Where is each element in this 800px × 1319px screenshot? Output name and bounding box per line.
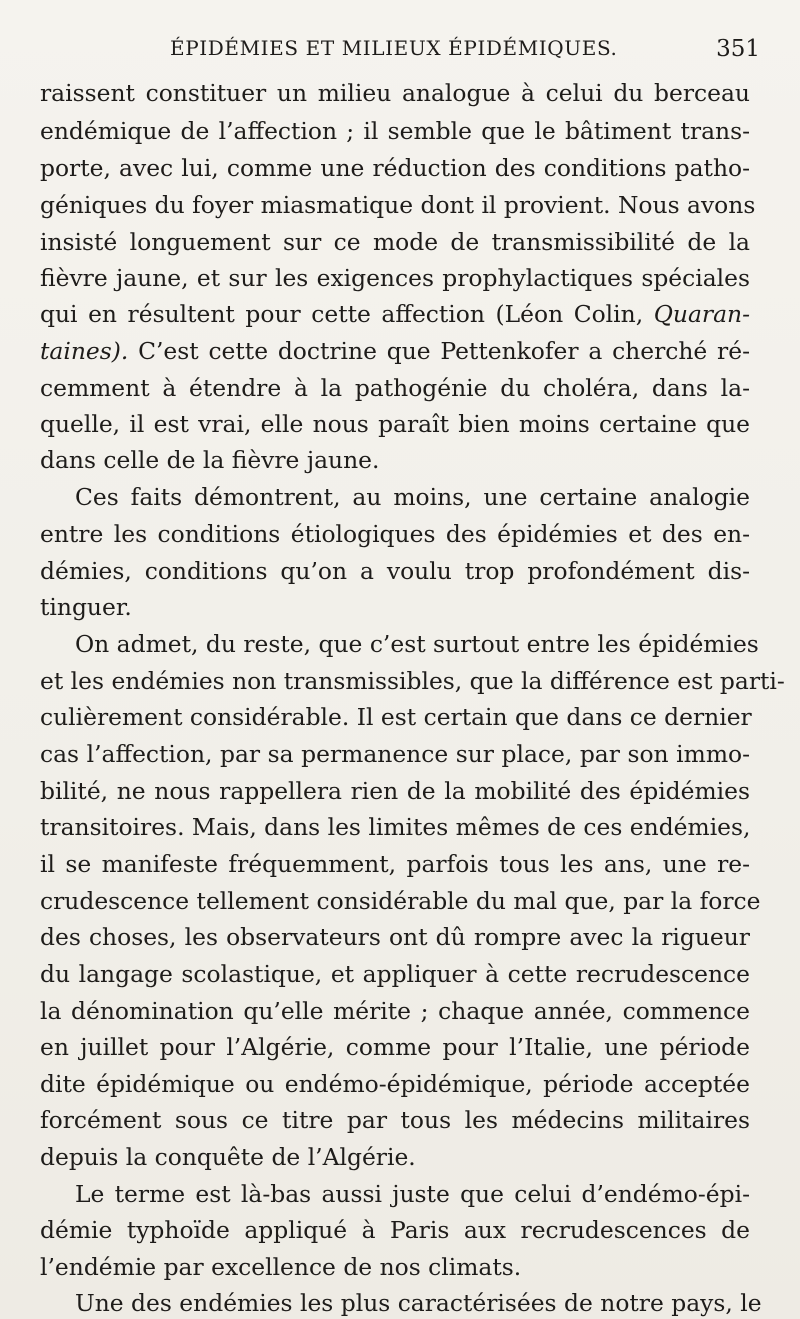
text-line: fièvre jaune, et sur les exigences prophylactiques spéciales xyxy=(40,264,750,292)
text-line: cemment à étendre à la pathogénie du choléra, dans la- xyxy=(40,374,750,402)
text-line: qui en résultent pour cette affection (Léon Colin, Quaran- xyxy=(40,300,750,328)
text-line: géniques du foyer miasmatique dont il provient. Nous avons xyxy=(40,191,756,219)
text-line: endémique de l’affection ; il semble que le bâtiment trans- xyxy=(40,117,750,145)
running-title: ÉPIDÉMIES ET MILIEUX ÉPIDÉMIQUES. xyxy=(170,36,618,60)
text-line: culièrement considérable. Il est certain que dans ce dernier xyxy=(40,703,752,731)
text-line: porte, avec lui, comme une réduction des conditions patho- xyxy=(40,154,750,182)
text-line: forcément sous ce titre par tous les médecins militaires xyxy=(40,1106,750,1134)
text-line: bilité, ne nous rappellera rien de la mobilité des épidémies xyxy=(40,777,750,805)
text-line: l’endémie par excellence de nos climats. xyxy=(40,1253,522,1281)
text-line: quelle, il est vrai, elle nous paraît bien moins certaine que xyxy=(40,410,750,438)
text-line: entre les conditions étiologiques des épidémies et des en- xyxy=(40,520,750,548)
text-line: il se manifeste fréquemment, parfois tous les ans, une re- xyxy=(40,850,750,878)
text-line: taines). C’est cette doctrine que Pettenkofer a cherché ré- xyxy=(40,337,750,365)
text-line: démie typhoïde appliqué à Paris aux recrudescences de xyxy=(40,1216,750,1244)
text-line: dite épidémique ou endémo-épidémique, période acceptée xyxy=(40,1070,750,1098)
text-line: dans celle de la fièvre jaune. xyxy=(40,446,380,474)
text-line: On admet, du reste, que c’est surtout entre les épidémies xyxy=(75,630,759,658)
text-line: démies, conditions qu’on a voulu trop profondément dis- xyxy=(40,557,750,585)
text-line: tinguer. xyxy=(40,593,132,621)
text-line: Ces faits démontrent, au moins, une certaine analogie xyxy=(75,483,750,511)
text-line: crudescence tellement considérable du mal que, par la force xyxy=(40,887,761,915)
text-line: Le terme est là-bas aussi juste que celui d’endémo-épi- xyxy=(75,1180,750,1208)
text-line: et les endémies non transmissibles, que la différence est parti- xyxy=(40,667,785,695)
running-head xyxy=(170,36,760,68)
text-line: en juillet pour l’Algérie, comme pour l’Italie, une période xyxy=(40,1033,750,1061)
italic-reference: taines). xyxy=(40,337,129,365)
text-line: raissent constituer un milieu analogue à celui du berceau xyxy=(40,79,750,107)
page-number: 351 xyxy=(716,36,760,62)
text-line: depuis la conquête de l’Algérie. xyxy=(40,1143,416,1171)
text-line: des choses, les observateurs ont dû rompre avec la rigueur xyxy=(40,923,750,951)
text-line: Une des endémies les plus caractérisées de notre pays, le xyxy=(75,1289,762,1317)
italic-reference: Quaran- xyxy=(653,300,750,328)
text-line: insisté longuement sur ce mode de transmissibilité de la xyxy=(40,228,750,256)
text-line: cas l’affection, par sa permanence sur place, par son immo- xyxy=(40,740,750,768)
text-line: la dénomination qu’elle mérite ; chaque année, commence xyxy=(40,997,750,1025)
text-line: transitoires. Mais, dans les limites mêmes de ces endémies, xyxy=(40,813,751,841)
text-line: du langage scolastique, et appliquer à cette recrudescence xyxy=(40,960,750,988)
